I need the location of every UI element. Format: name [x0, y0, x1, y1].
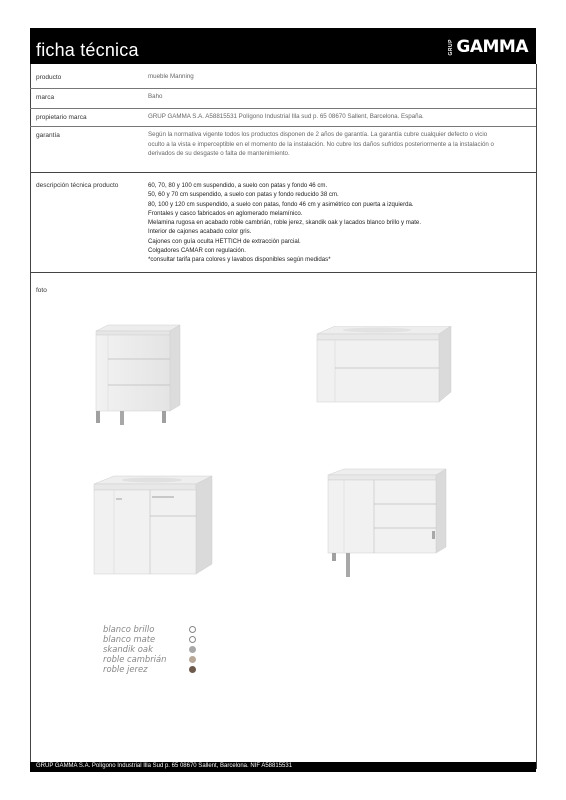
descripcion-line: 80, 100 y 120 cm suspendido, a suelo con patas, fondo 46 cm y asimétrico con puerta a izquierda. [148, 200, 414, 208]
vanity-photo-3 [92, 472, 214, 576]
divider [30, 108, 536, 109]
descripcion-line: Cajones con guía oculta HETTICH de extracción parcial. [148, 237, 301, 245]
page-title: ficha técnica [36, 40, 139, 60]
header-bar [30, 28, 536, 64]
swatch-row [103, 634, 196, 644]
swatch-dot [189, 636, 196, 643]
logo-grup-text: GRUP [448, 38, 455, 56]
propietario-value: GRUP GAMMA S.A. A58815531 Polígono Industrial Illa sud p. 65 08670 Sallent, Barcelona. España. [148, 113, 424, 120]
swatch-dot [189, 646, 196, 653]
descripcion-line: Interior de cajones acabado color gris. [148, 228, 252, 236]
descripcion-line: 60, 70, 80 y 100 cm suspendido, a suelo con patas y fondo 46 cm. [148, 182, 328, 189]
vanity-photo-4 [326, 467, 448, 580]
logo-gamma-text: GAMMA [456, 37, 528, 57]
swatch-row [103, 664, 196, 674]
vanity-photo-2 [313, 326, 453, 410]
propietario-label: propietario marca [36, 114, 87, 121]
divider [30, 172, 536, 173]
descripcion-line: 50, 60 y 70 cm suspendido, a suelo con patas y fondo reducido 38 cm. [148, 191, 339, 199]
marca-value: Baho [148, 93, 163, 100]
descripcion-line: Colgadores CAMAR con regulación. [148, 247, 246, 255]
swatch-name: blanco brillo [103, 624, 155, 634]
swatch-dot [189, 626, 196, 633]
descripcion-line: Melamina rugosa en acabado roble cambrián, roble jerez, skandik oak y lacados blanco brillo y mate. [148, 219, 422, 227]
descripcion-line: Frontales y casco fabricados en aglomerado melamínico. [148, 209, 303, 217]
grup-gamma-logo [448, 38, 528, 56]
garantia-text [148, 130, 494, 159]
swatch-row [103, 624, 196, 634]
garantia-line: Según la normativa vigente todos los productos disponen de 2 años de garantía. La garantía cubre cualquier defecto o vicio [148, 131, 488, 138]
descripcion-line: *consultar tarifa para colores y lavabos disponibles según medidas* [148, 256, 331, 264]
foto-label: foto [36, 287, 47, 294]
descripcion-label: descripción técnica producto [36, 182, 119, 189]
producto-value: mueble Manning [148, 73, 194, 80]
garantia-line: oculto a la vista e imperceptible en el momento de la instalación. No cubre los daños sufridos posteriormente a la instalación o [148, 140, 495, 148]
swatch-name: roble cambrián [103, 654, 167, 664]
footer-text: GRUP GAMMA S.A. Polígono Industrial Illa Sud p. 65 08670 Sallent, Barcelona. NIF A58815531 [36, 763, 293, 769]
swatch-name: blanco mate [103, 634, 156, 644]
swatch-row [103, 644, 196, 654]
producto-label: producto [36, 74, 62, 81]
garantia-line: derivados de su desgaste o falta de mantenimiento. [148, 150, 290, 158]
vanity-photo-1 [92, 323, 182, 428]
swatch-name: skandik oak [103, 644, 153, 654]
divider [30, 126, 536, 127]
swatch-row [103, 654, 196, 664]
descripcion-text [148, 181, 528, 265]
garantia-label: garantía [36, 132, 60, 139]
divider [30, 88, 536, 89]
divider [30, 272, 536, 273]
color-swatches [103, 624, 196, 674]
swatch-name: roble jerez [103, 664, 148, 674]
marca-label: marca [36, 94, 55, 101]
footer-bar [30, 762, 536, 772]
swatch-dot [189, 666, 196, 673]
swatch-dot [189, 656, 196, 663]
